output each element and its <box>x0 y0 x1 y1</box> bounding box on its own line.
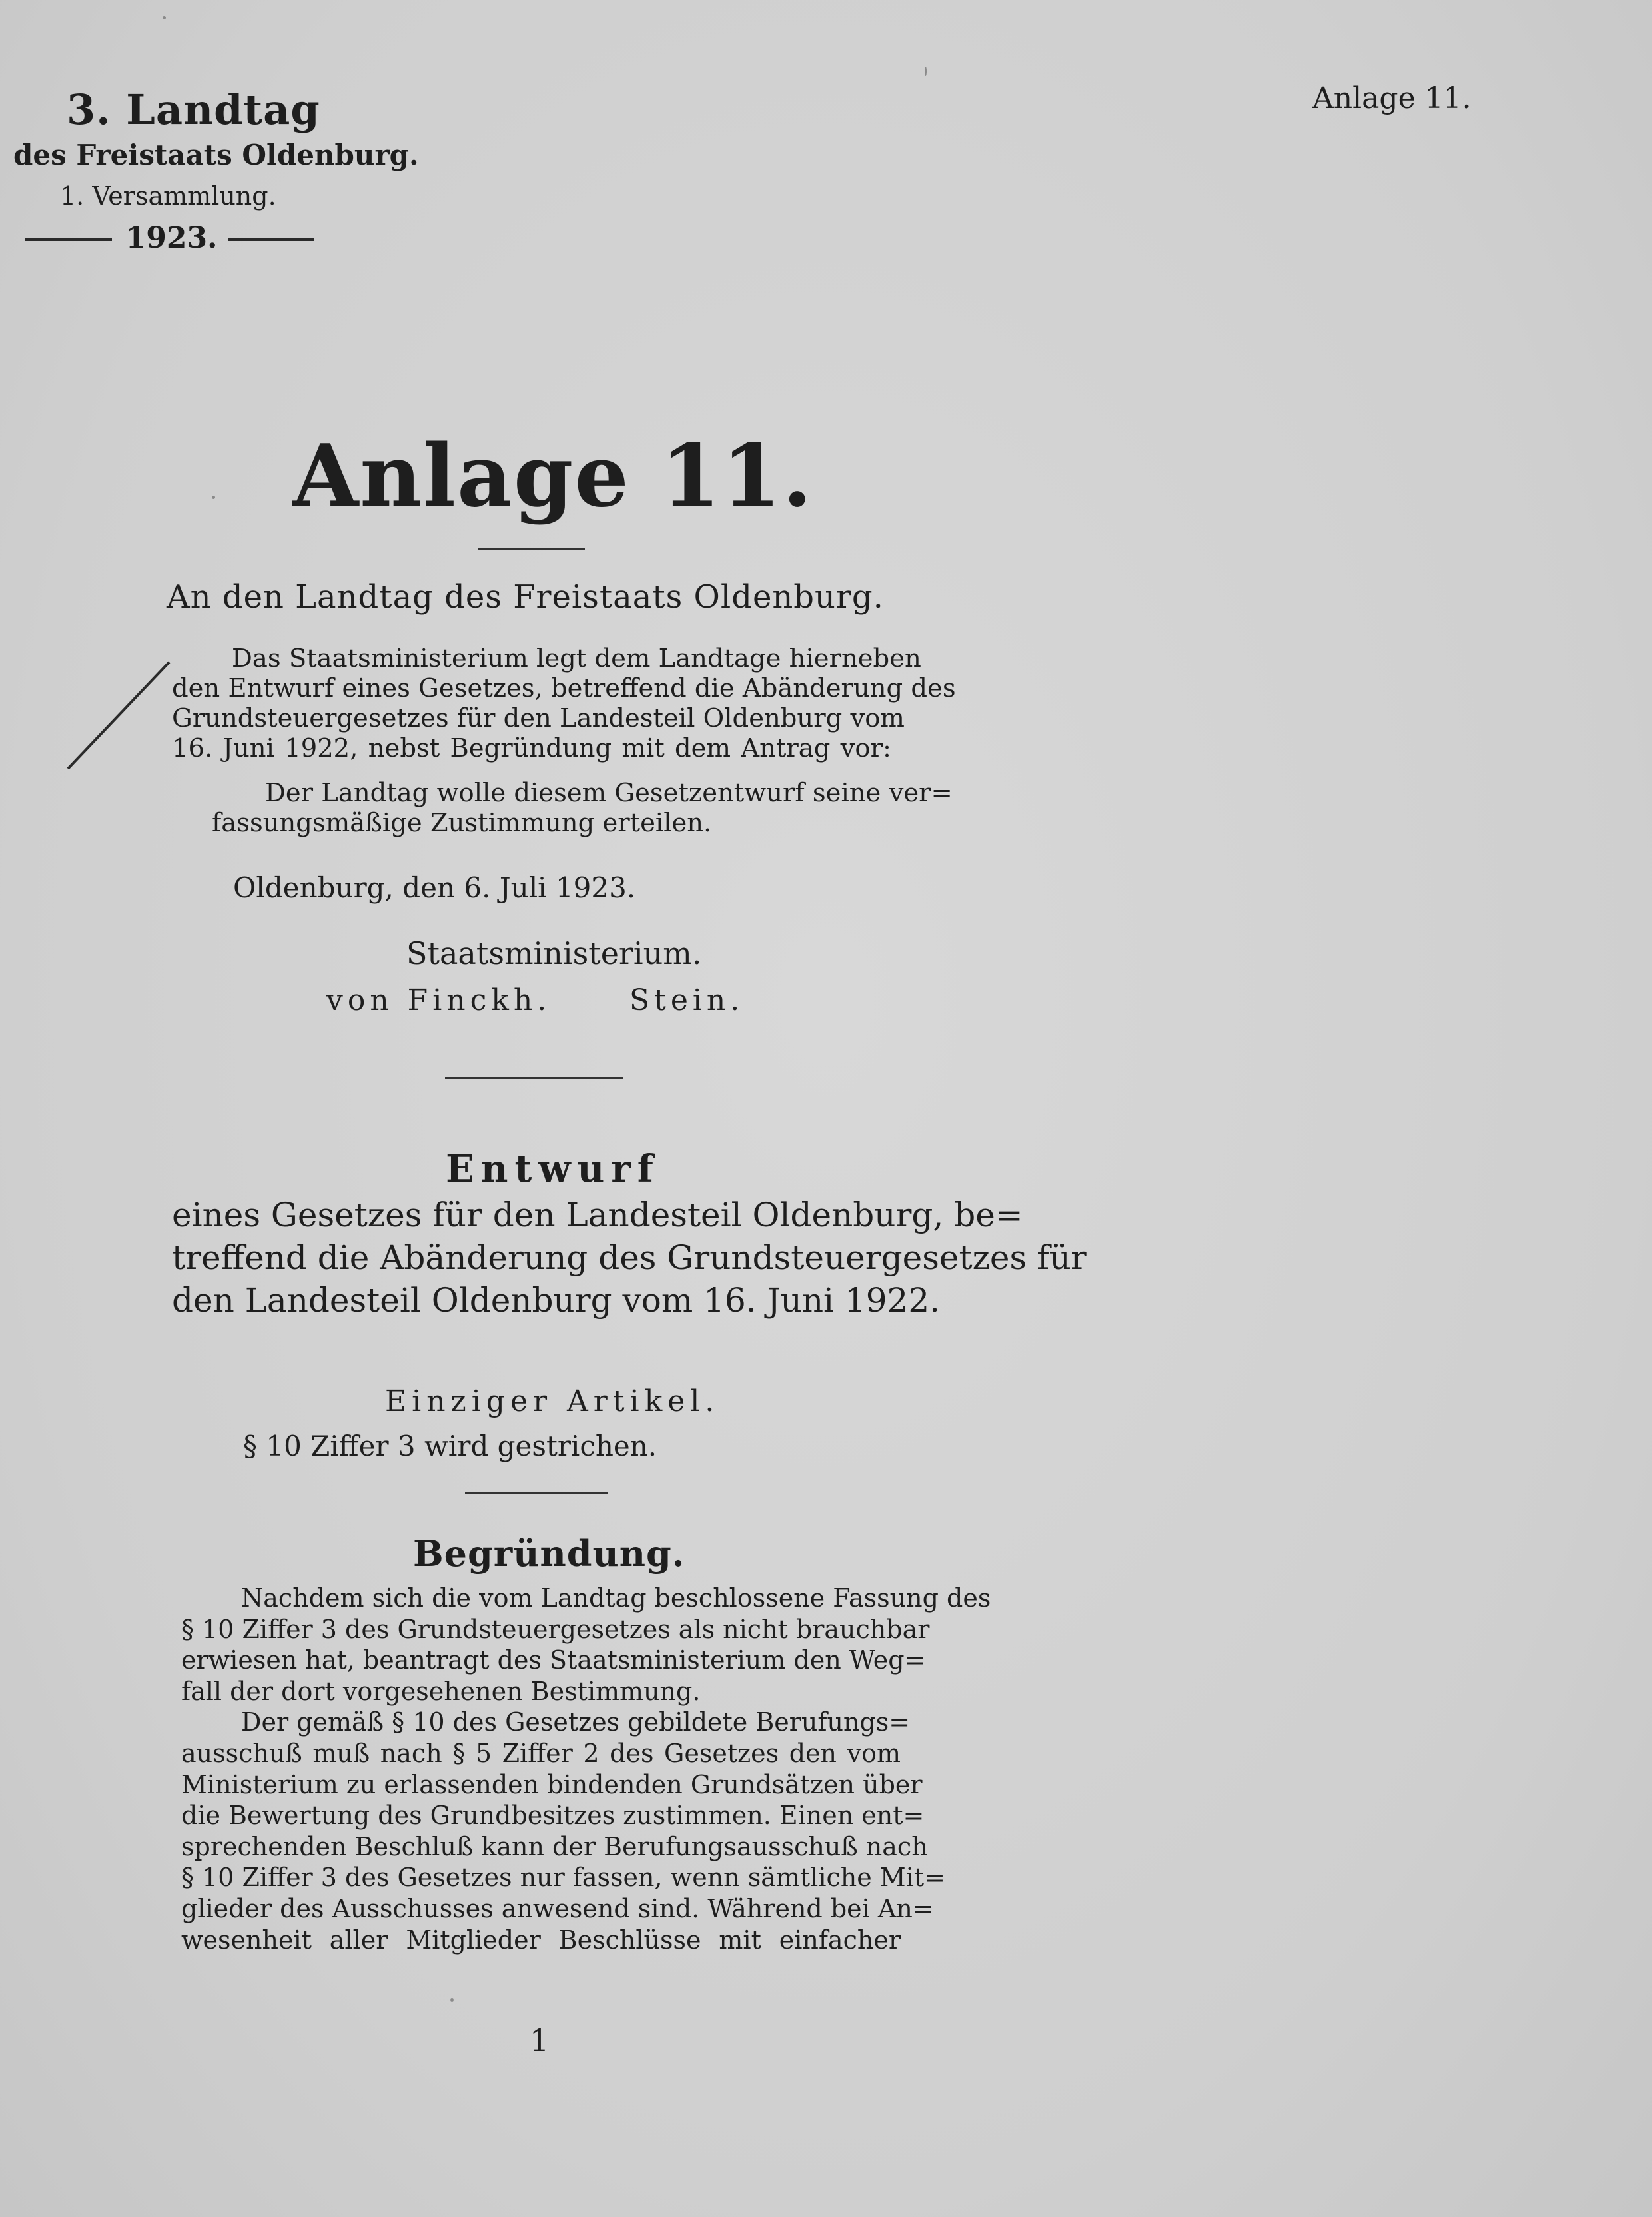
intro-paragraph <box>172 644 956 763</box>
legislature-label: 3. Landtag <box>67 85 320 134</box>
draft-subtitle-line: treffend die Abänderung des Grundsteuergesetzes für <box>172 1238 1087 1277</box>
justification-line: § 10 Ziffer 3 des Gesetzes nur fassen, wenn sämtliche Mit= <box>181 1863 945 1893</box>
article-divider <box>465 1492 608 1494</box>
signature-2: Stein. <box>629 983 745 1017</box>
motion-line: fassungsmäßige Zustimmung erteilen. <box>212 808 712 838</box>
justification-line: sprechenden Beschluß kann der Berufungsausschuß nach <box>181 1831 928 1861</box>
draft-subtitle-line: den Landesteil Oldenburg vom 16. Juni 1922. <box>172 1281 941 1320</box>
justification-line: erwiesen hat, beantragt des Staatsministerium den Weg= <box>181 1645 926 1675</box>
intro-line: den Entwurf eines Gesetzes, betreffend die Abänderung des <box>172 673 956 703</box>
year-label: 1923. <box>125 221 218 255</box>
title-divider <box>478 548 585 550</box>
motion-paragraph <box>212 778 953 838</box>
year-rule-left <box>25 238 112 241</box>
justification-line: ausschuß muß nach § 5 Ziffer 2 des Gesetzes den vom <box>181 1738 901 1768</box>
draft-heading: Entwurf <box>446 1147 660 1191</box>
year-rule-right <box>228 238 314 241</box>
year-line <box>20 221 313 254</box>
corner-label: Anlage 11. <box>1312 81 1471 115</box>
justification-line: wesenheit aller Mitglieder Beschlüsse mit einfacher <box>181 1925 901 1955</box>
justification-heading: Begründung. <box>413 1532 685 1575</box>
paper-speck <box>925 67 927 76</box>
justification-line: die Bewertung des Grundbesitzes zustimmen. Einen ent= <box>181 1801 925 1831</box>
paper-speck <box>212 496 215 499</box>
page-number: 1 <box>530 2022 550 2058</box>
motion-line: Der Landtag wolle diesem Gesetzentwurf seine ver= <box>265 778 953 808</box>
session-label: 1. Versammlung. <box>60 181 276 211</box>
intro-line: Grundsteuergesetzes für den Landesteil Oldenburg vom <box>172 703 905 733</box>
justification-line: Ministerium zu erlassenden bindenden Grundsätzen über <box>181 1769 923 1799</box>
paper-speck <box>450 1998 454 2002</box>
state-label: des Freistaats Oldenburg. <box>13 139 419 171</box>
draft-subtitle <box>172 1194 1087 1322</box>
address-line: An den Landtag des Freistaats Oldenburg. <box>167 578 884 616</box>
draft-subtitle-line: eines Gesetzes für den Landesteil Oldenburg, be= <box>172 1196 1023 1234</box>
date-line: Oldenburg, den 6. Juli 1923. <box>233 871 636 904</box>
justification-line: Nachdem sich die vom Landtag beschlossene Fassung des <box>241 1583 991 1613</box>
article-text: § 10 Ziffer 3 wird gestrichen. <box>243 1430 657 1462</box>
margin-slash-mark <box>64 660 177 779</box>
intro-line: Das Staatsministerium legt dem Landtage hierneben <box>232 644 921 673</box>
justification-line: fall der dort vorgesehenen Bestimmung. <box>181 1676 701 1706</box>
section-divider <box>445 1077 623 1079</box>
page-title: Anlage 11. <box>292 426 814 526</box>
signature-1: von Finckh. <box>326 983 552 1017</box>
ministry-label: Staatsministerium. <box>406 935 702 971</box>
justification-paragraph <box>181 1583 991 1955</box>
intro-line: 16. Juni 1922, nebst Begründung mit dem Antrag vor: <box>172 733 891 763</box>
justification-line: glieder des Ausschusses anwesend sind. Während bei An= <box>181 1893 934 1923</box>
article-heading: Einziger Artikel. <box>385 1384 720 1418</box>
justification-line: § 10 Ziffer 3 des Grundsteuergesetzes als nicht brauchbar <box>181 1614 930 1644</box>
paper-speck <box>163 16 166 19</box>
justification-line: Der gemäß § 10 des Gesetzes gebildete Berufungs= <box>241 1707 911 1737</box>
